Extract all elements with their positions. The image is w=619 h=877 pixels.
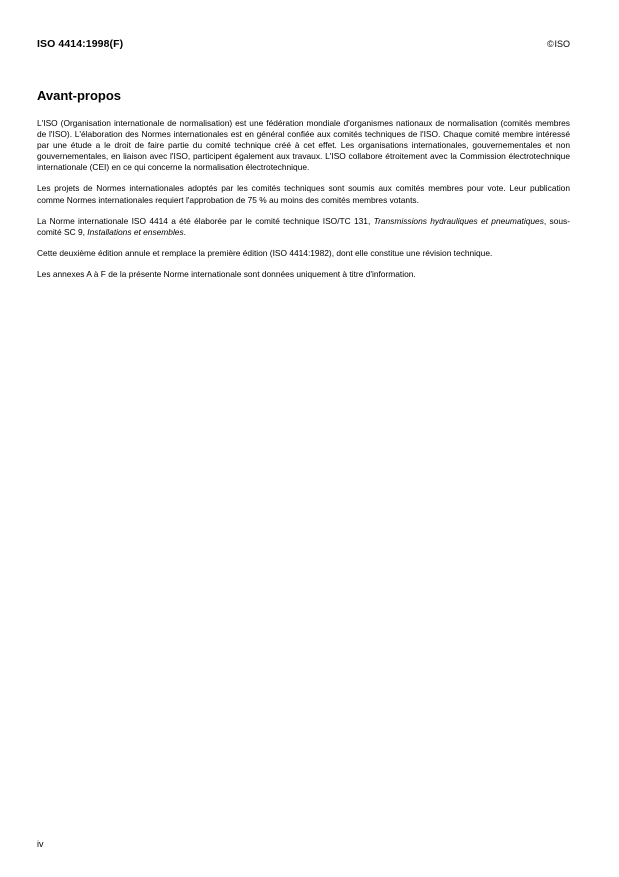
paragraph-iso-organisation: L'ISO (Organisation internationale de normalisation) est une fédération mondiale d'organismes nationaux de normalisation (comités membres de l'ISO). L'élaboration des Normes internationales est en général confiée aux comités techniques de l'ISO. Chaque comité membre intéressé par une étude a le droit de faire partie du comité technique créé à cet effet. Les organisations internationales, gouvernementales et non gouvernementales, en liaison avec l'ISO, participent également aux travaux. L'ISO collabore étroitement avec la Commission électrotechnique internationale (CEI) en ce qui concerne la normalisation électrotechnique. [37, 118, 570, 173]
committee-title: Transmissions hydrauliques et pneumatiques [373, 215, 544, 226]
document-id: ISO 4414:1998(F) [37, 38, 124, 50]
foreword-body [37, 118, 570, 290]
copyright-symbol: © [547, 39, 554, 49]
paragraph-draft-standards: Les projets de Normes internationales adoptés par les comités techniques sont soumis aux comités membres pour vote. Leur publication comme Normes internationales requiert l'approbation de 75 % au moins des comités membres votants. [37, 183, 570, 205]
subcommittee-title: Installations et ensembles [87, 226, 184, 237]
paragraph-committee-text-1: La Norme internationale ISO 4414 a été élaborée par le comité technique ISO/TC 131, [37, 215, 374, 226]
section-title: Avant-propos [37, 88, 122, 103]
paragraph-committee-text-3: . [183, 226, 186, 237]
copyright-owner: ISO [554, 39, 570, 49]
paragraph-committee-text-2: , sous-comité SC 9, [37, 215, 571, 237]
paragraph-annexes: Les annexes A à F de la présente Norme internationale sont données uniquement à titre d'information. [37, 268, 416, 279]
paragraph-edition: Cette deuxième édition annule et remplace la première édition (ISO 4414:1982), dont elle constitue une révision technique. [37, 247, 493, 258]
page-number: iv [37, 839, 44, 849]
paragraph-committee [37, 216, 570, 238]
copyright-notice [547, 39, 570, 49]
